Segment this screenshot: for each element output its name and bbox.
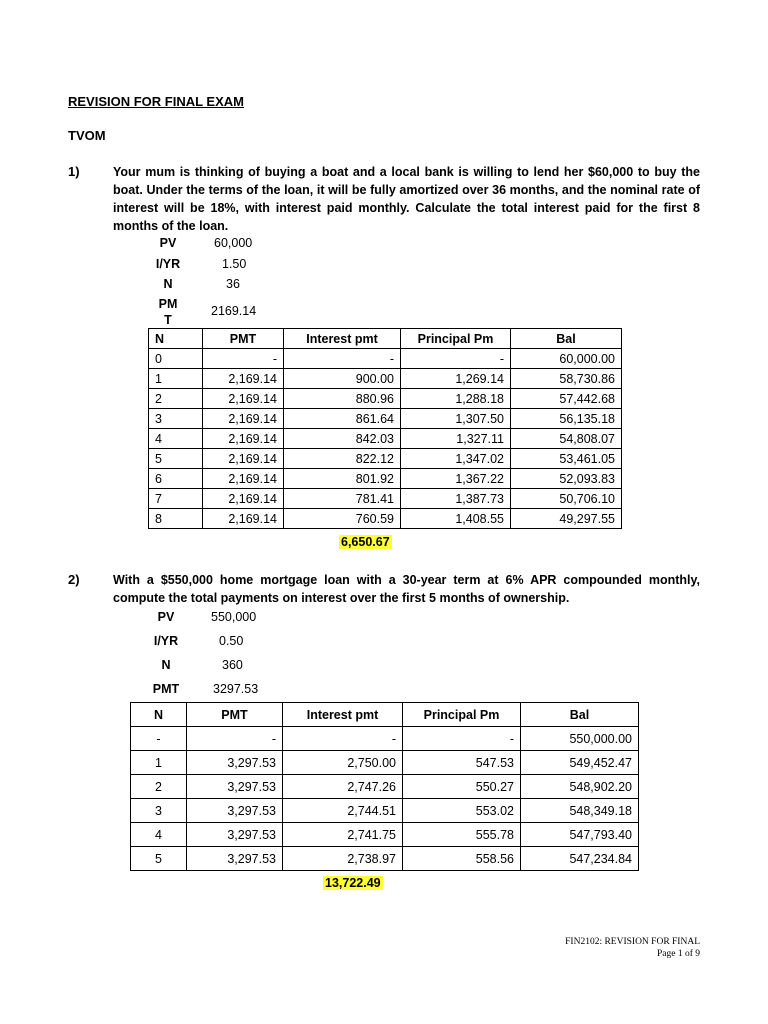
table-cell: 1,269.14 <box>401 369 511 389</box>
table-cell: 3,297.53 <box>187 751 283 775</box>
q1-param-value: 60,000 <box>214 236 253 250</box>
table-cell: 7 <box>149 489 203 509</box>
table-cell: 550,000.00 <box>521 727 639 751</box>
table-cell: 2,169.14 <box>203 369 284 389</box>
table-cell: 1,387.73 <box>401 489 511 509</box>
q1-param-value: 36 <box>226 277 240 291</box>
table-header-row <box>149 329 622 349</box>
table-cell: 56,135.18 <box>511 409 622 429</box>
table-row <box>149 509 622 529</box>
table-cell: 549,452.47 <box>521 751 639 775</box>
table-cell: 547,234.84 <box>521 847 639 871</box>
table-cell: 2 <box>131 775 187 799</box>
table-cell: - <box>187 727 283 751</box>
table-cell: 1 <box>131 751 187 775</box>
table-cell: 3 <box>131 799 187 823</box>
table-row <box>149 449 622 469</box>
table-cell: 900.00 <box>284 369 401 389</box>
table-cell: 50,706.10 <box>511 489 622 509</box>
table-cell: 558.56 <box>403 847 521 871</box>
table-cell: 5 <box>149 449 203 469</box>
q1-param-value: 1.50 <box>222 257 247 271</box>
question-1-number: 1) <box>68 164 80 179</box>
table-cell: 2,750.00 <box>283 751 403 775</box>
question-1-text: Your mum is thinking of buying a boat and a local bank is willing to lend her $60,000 to buy the boat. Under the terms of the loan, it will be fully amortized over 36 months, and the nominal rate of interest will be 18%, with interest paid monthly. Calculate the total interest paid for the first 8 months of the loan. <box>113 165 700 233</box>
table-row <box>131 751 639 775</box>
table-cell: 49,297.55 <box>511 509 622 529</box>
table-row <box>149 489 622 509</box>
table-cell: 2 <box>149 389 203 409</box>
table-cell: 3,297.53 <box>187 823 283 847</box>
q1-total-interest: 6,650.67 <box>341 535 390 549</box>
table-cell: 2,747.26 <box>283 775 403 799</box>
q1-param-label: N <box>163 277 173 291</box>
amortization-table-1 <box>148 328 622 529</box>
table-cell: 2,169.14 <box>203 389 284 409</box>
column-header: Interest pmt <box>283 703 403 727</box>
column-header: Principal Pm <box>403 703 521 727</box>
table-cell: 1,288.18 <box>401 389 511 409</box>
column-header: PMT <box>187 703 283 727</box>
table-cell: 54,808.07 <box>511 429 622 449</box>
table-cell: 3 <box>149 409 203 429</box>
table-cell: 1,307.50 <box>401 409 511 429</box>
table-cell: 57,442.68 <box>511 389 622 409</box>
table-cell: 52,093.83 <box>511 469 622 489</box>
table-cell: 548,349.18 <box>521 799 639 823</box>
column-header: Bal <box>511 329 622 349</box>
section-heading: TVOM <box>68 128 106 143</box>
table-cell: 1,367.22 <box>401 469 511 489</box>
column-header: N <box>149 329 203 349</box>
amortization-table-2 <box>130 702 639 871</box>
table-cell: - <box>283 727 403 751</box>
table-row <box>149 389 622 409</box>
q2-param-value: 360 <box>222 658 243 672</box>
table-cell: 555.78 <box>403 823 521 847</box>
q2-param-label: PV <box>157 610 175 624</box>
table-cell: 1,408.55 <box>401 509 511 529</box>
table-cell: 3,297.53 <box>187 775 283 799</box>
table-cell: 3,297.53 <box>187 799 283 823</box>
table-cell: - <box>401 349 511 369</box>
table-row <box>149 469 622 489</box>
table-cell: 547,793.40 <box>521 823 639 847</box>
table-cell: 2,744.51 <box>283 799 403 823</box>
table-cell: 60,000.00 <box>511 349 622 369</box>
table-cell: 8 <box>149 509 203 529</box>
table-cell: 2,741.75 <box>283 823 403 847</box>
table-cell: 842.03 <box>284 429 401 449</box>
q1-param-label: PM T <box>158 297 178 327</box>
table-cell: 6 <box>149 469 203 489</box>
table-row <box>149 409 622 429</box>
table-cell: 4 <box>149 429 203 449</box>
table-cell: 0 <box>149 349 203 369</box>
q1-param-value: 2169.14 <box>211 304 257 318</box>
table-cell: 547.53 <box>403 751 521 775</box>
q2-param-label: PMT <box>152 682 180 696</box>
question-2-text: With a $550,000 home mortgage loan with a 30-year term at 6% APR compounded monthly, compute the total payments on interest over the first 5 months of ownership. <box>113 573 700 605</box>
column-header: Bal <box>521 703 639 727</box>
q2-param-label: N <box>161 658 171 672</box>
table-header-row <box>131 703 639 727</box>
table-cell: 822.12 <box>284 449 401 469</box>
table-cell: 550.27 <box>403 775 521 799</box>
table-cell: 4 <box>131 823 187 847</box>
q1-param-label: PV <box>159 236 177 250</box>
q2-total-interest: 13,722.49 <box>325 876 381 890</box>
column-header: Interest pmt <box>284 329 401 349</box>
q2-param-label: I/YR <box>153 634 179 648</box>
table-cell: - <box>284 349 401 369</box>
table-cell: 2,169.14 <box>203 469 284 489</box>
table-row <box>131 775 639 799</box>
table-cell: 1,347.02 <box>401 449 511 469</box>
table-row <box>131 799 639 823</box>
table-row <box>131 823 639 847</box>
table-cell: 781.41 <box>284 489 401 509</box>
table-cell: 2,169.14 <box>203 509 284 529</box>
q2-param-value: 3297.53 <box>213 682 259 696</box>
column-header: N <box>131 703 187 727</box>
footer-course-label: FIN2102: REVISION FOR FINAL <box>565 937 700 947</box>
question-2-number: 2) <box>68 572 80 587</box>
table-cell: 760.59 <box>284 509 401 529</box>
table-row <box>149 349 622 369</box>
column-header: PMT <box>203 329 284 349</box>
q2-param-value: 0.50 <box>219 634 244 648</box>
q1-param-label: I/YR <box>155 257 181 271</box>
table-row <box>149 369 622 389</box>
document-title: REVISION FOR FINAL EXAM <box>68 94 244 109</box>
page-footer <box>565 936 700 960</box>
table-cell: 1,327.11 <box>401 429 511 449</box>
table-cell: - <box>131 727 187 751</box>
table-cell: 58,730.86 <box>511 369 622 389</box>
table-cell: 2,169.14 <box>203 409 284 429</box>
table-cell: 861.64 <box>284 409 401 429</box>
table-cell: - <box>203 349 284 369</box>
table-cell: 801.92 <box>284 469 401 489</box>
q2-param-value: 550,000 <box>211 610 257 624</box>
table-cell: 5 <box>131 847 187 871</box>
column-header: Principal Pm <box>401 329 511 349</box>
table-cell: 880.96 <box>284 389 401 409</box>
table-cell: - <box>403 727 521 751</box>
table-cell: 553.02 <box>403 799 521 823</box>
footer-page-number: Page 1 of 9 <box>656 949 700 959</box>
table-cell: 1 <box>149 369 203 389</box>
table-cell: 2,738.97 <box>283 847 403 871</box>
table-cell: 548,902.20 <box>521 775 639 799</box>
table-row <box>131 727 639 751</box>
table-cell: 2,169.14 <box>203 429 284 449</box>
table-row <box>131 847 639 871</box>
table-row <box>149 429 622 449</box>
table-cell: 2,169.14 <box>203 489 284 509</box>
table-cell: 53,461.05 <box>511 449 622 469</box>
table-cell: 3,297.53 <box>187 847 283 871</box>
table-cell: 2,169.14 <box>203 449 284 469</box>
